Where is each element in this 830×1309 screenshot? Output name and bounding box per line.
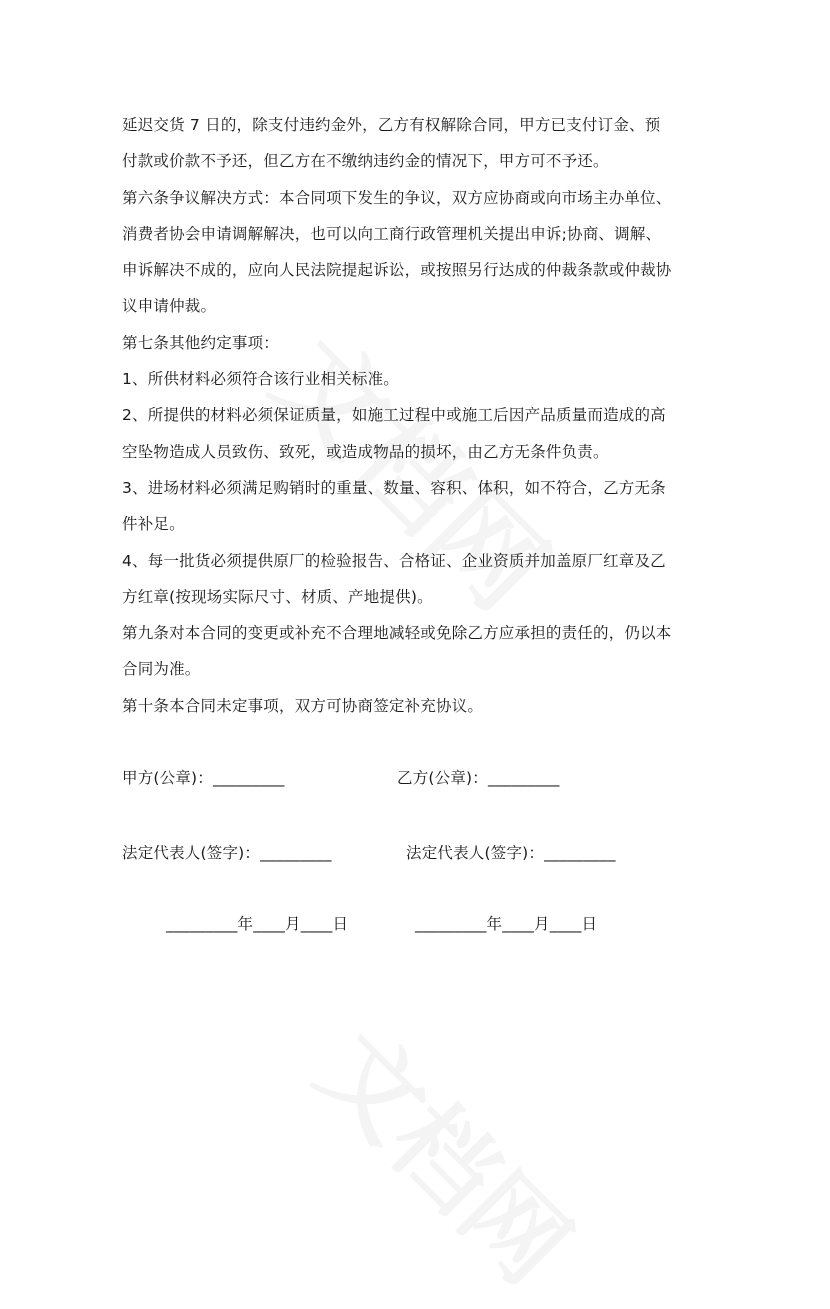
text-line: 申诉解决不成的，应向人民法院提起诉讼，或按照另行达成的仲裁条款或仲裁协: [122, 261, 672, 280]
text-line: 第九条对本合同的变更或补充不合理地减轻或免除乙方应承担的责任的，仍以本: [122, 624, 672, 643]
text-line: 延迟交货 7 日的，除支付违约金外，乙方有权解除合同，甲方已支付订金、预: [122, 116, 661, 134]
text-line: 方红章(按现场实际尺寸、材质、产地提供)。: [122, 587, 433, 606]
text-line: 件补足。: [122, 515, 185, 534]
party-a-date-field: _________年____月____日: [166, 915, 349, 933]
text-line: 付款或价款不予还，但乙方在不缴纳违约金的情况下，甲方可不予还。: [122, 152, 609, 171]
contract-body: [122, 107, 722, 724]
text-line: 空坠物造成人员致伤、致死，或造成物品的损坏，由乙方无条件负责。: [122, 442, 609, 461]
text-line: 3、进场材料必须满足购销时的重量、数量、容积、体积，如不符合，乙方无条: [122, 478, 666, 497]
text-line: 消费者协会申请调解解决，也可以向工商行政管理机关提出申诉;协商、调解、: [122, 224, 662, 243]
text-line: 第十条本合同未定事项，双方可协商签定补充协议。: [122, 696, 484, 715]
text-line: 1、所供材料必须符合该行业相关标准。: [122, 370, 399, 389]
text-line: 第六条争议解决方式：本合同项下发生的争议，双方应协商或向市场主办单位、: [122, 188, 672, 207]
party-b-date-field: _________年____月____日: [415, 915, 598, 933]
party-b-representative-field: 法定代表人(签字)：_________: [406, 844, 616, 862]
party-a-seal-field: 甲方(公章)：_________: [122, 769, 285, 787]
text-line: 2、所提供的材料必须保证质量，如施工过程中或施工后因产品质量而造成的高: [122, 406, 666, 425]
text-line: 第七条其他约定事项：: [122, 333, 280, 352]
text-line: 4、每一批货必须提供原厂的检验报告、合格证、企业资质并加盖原厂红章及乙: [122, 551, 666, 570]
watermark: [293, 995, 607, 1309]
party-a-representative-field: 法定代表人(签字)：_________: [122, 844, 332, 862]
text-line: 议申请仲裁。: [122, 297, 217, 316]
text-line: 合同为准。: [122, 660, 201, 679]
party-b-seal-field: 乙方(公章)：_________: [397, 769, 560, 787]
